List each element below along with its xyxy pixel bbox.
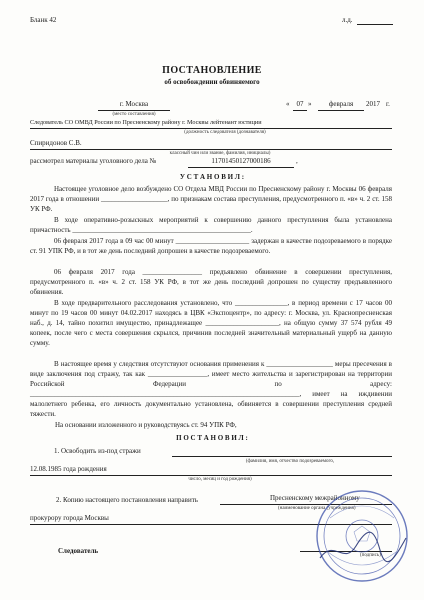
item-2-text: 2. Копию настоящего постановления направить [56, 496, 198, 504]
position-caption: (должность следователя (дознавателя) [184, 130, 266, 135]
date-year: 2017 [366, 100, 380, 108]
paragraph-4: 06 февраля 2017 года _________________ предъявлено обвинение в совершении преступления, предусмотренного п. «в» ч. 2 ст. 158 УК РФ, в тот же день последний допрошен по существу предъявленного обвинения. [30, 268, 392, 296]
recipient-line-2: прокурору города Москвы [30, 514, 109, 522]
date-month: февраля [328, 100, 354, 108]
case-suffix: , [296, 157, 298, 165]
investigator-position: Следователь СО ОМВД России по Пресненскому району г. Москвы лейтенант юстиции [30, 119, 262, 126]
paragraph-2: В ходе оперативно-розыскных мероприятий к совершению данного преступления была установлена причастность ___________________________________________________. [30, 216, 392, 234]
date-day: 07 [296, 100, 304, 108]
item-1-caption: (фамилия, имя, отчество подозреваемого, [245, 459, 335, 464]
legal-basis: На основании изложенного и руководствуясь ст. 94 УПК РФ, [55, 421, 237, 429]
item-1-line [172, 456, 392, 457]
item-1-text: 1. Освободить из-под стражи [54, 447, 141, 455]
place-line [98, 110, 170, 111]
recipient-office: Пресненскому межрайонному [270, 494, 360, 502]
investigator-name-line [30, 149, 392, 150]
paragraph-3: 06 февраля 2017 года в 09 час 00 минут _____________________ задержан в качестве подозреваемого в порядке ст. 91 УПК РФ, и в тот же день последний допрошен в качестве подозреваемого. [30, 237, 392, 255]
case-sheet-label: л.д. [342, 16, 353, 24]
investigator-name: Спиридонов С.В. [30, 139, 82, 147]
recipient-caption: (наименование органа (учреждения) [278, 506, 356, 511]
signature-label: Следователь [58, 547, 99, 555]
established-heading: У С Т А Н О В И Л : [179, 173, 245, 181]
paragraph-1: Настоящее уголовное дело возбуждено СО Отдела МВД России по Пресненскому району г. Москвы 06 февраля 2017 года в отношении ___________________, по признакам состава преступления, предусмотренного п. «в» ч. 2 ст. 158 УК РФ. [30, 185, 392, 213]
paragraph-5: В ходе предварительного расследования установлено, что _______________, в период времени с 17 часов 00 минут по 19 часов 00 минут 04.02.2017 находясь в ЦВК «Экспоцентр», по адресу: г. Москва, ул. Краснопресненская наб., д. 14, тайно похитил имущество, принадлежащее _____________________, на общую сумму 37 574 рубля 49 копеек, после чего с места совершения скрылся, причинив последней значительный материальный ущерб на данную сумму. [30, 299, 392, 347]
case-sheet-line [357, 24, 393, 25]
document-title: ПОСТАНОВЛЕНИЕ [162, 65, 262, 76]
case-number-line [188, 167, 294, 168]
case-prefix: рассмотрел материалы уголовного дела № [30, 157, 157, 165]
rank-caption: классный чин или звание, фамилия, инициалы) [169, 151, 271, 156]
date-year-suffix: г. [386, 100, 390, 108]
birth-date-line [30, 475, 392, 476]
signature-caption: (подпись) [360, 553, 381, 558]
case-number: 11701450127000186 [211, 157, 271, 165]
date-day-line [293, 110, 307, 111]
document-subtitle: об освобождении обвиняемого [164, 78, 260, 86]
date-quote-open: « [286, 100, 290, 108]
paragraph-6: В настоящее время у следствия отсутствуют основания применения к ___________________ меры пресечения в виде заключения под стражу, так как _________________, имеет место жительства и зарегистрирован на территории Российской Федерации по адресу: _____________________________________________________________________________, имеет на иждивении малолетнего ребенка, его личность документально установлена, обвиняется в совершении преступления средней тяжести. [30, 360, 392, 418]
birth-date: 12.08.1985 года рождения [30, 465, 107, 473]
resolved-heading: П О С Т А Н О В И Л : [176, 434, 248, 442]
place-caption: (место составления) [112, 112, 156, 117]
investigator-line [30, 128, 392, 129]
date-quote-close: » [308, 100, 312, 108]
date-month-line [318, 110, 364, 111]
official-stamp-graphic [314, 488, 410, 584]
place-city: г. Москва [119, 100, 149, 108]
birth-caption: число, месяц и год рождения) [188, 477, 252, 482]
form-number: Бланк 42 [30, 16, 57, 24]
